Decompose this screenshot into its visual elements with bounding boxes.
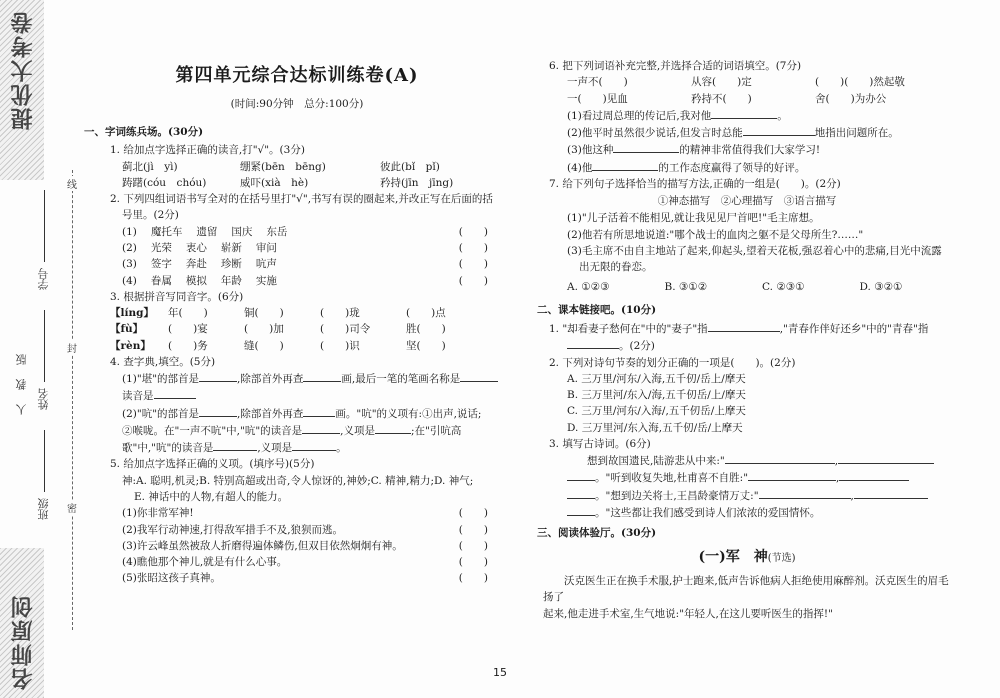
- question-2-2-stem: 2. 下列对诗句节奏的划分正确的一项是( )。(2分): [549, 356, 796, 369]
- question-3-stem: 3. 根据拼音写同音字。(6分): [110, 290, 244, 303]
- word: 实施: [255, 274, 277, 287]
- homophone-blank[interactable]: ( )珑: [320, 307, 360, 320]
- text: (3)他这种: [567, 144, 614, 157]
- class-label: 班级: [37, 498, 50, 520]
- word-group: [122, 273, 502, 289]
- word: 签字: [150, 258, 172, 271]
- rhythm-option-d[interactable]: D. 三万里河/东入海,五千仞/岳/上摩天: [567, 421, 743, 434]
- homophone-blank[interactable]: ( )务: [168, 339, 208, 352]
- option-d[interactable]: D. ③②①: [859, 281, 903, 294]
- text: ,除部首外再查: [237, 373, 304, 386]
- pinyin-choice[interactable]: 彼此(bǐ pǐ): [380, 160, 440, 173]
- student-id-fill-line[interactable]: [44, 190, 45, 262]
- answer-paren[interactable]: ( ): [458, 242, 488, 255]
- word: 模拟: [185, 274, 207, 287]
- reading-title-note: (节选): [767, 553, 796, 565]
- answer-blank[interactable]: [725, 452, 835, 464]
- definition-line: 神:A. 聪明,机灵;B. 特别高超或出奇,令人惊讶的,神妙;C. 精神,精力;D. 神气;: [122, 474, 474, 487]
- exam-subtitle: (时间:90分钟 总分:100分): [230, 97, 364, 110]
- answer-blank[interactable]: [460, 370, 498, 382]
- dictionary-line: [122, 405, 502, 422]
- dictionary-line: 歌"中,"吭"的读音是 ,义项是 。: [122, 439, 502, 456]
- word: 吭声: [255, 258, 277, 271]
- answer-blank[interactable]: [839, 469, 909, 481]
- text: 。"想到边关将士,王昌龄豪情万丈:": [595, 489, 759, 502]
- pinyin-choice[interactable]: 绷紧(bēn bēng): [240, 160, 326, 173]
- answer-blank[interactable]: [567, 337, 619, 349]
- rhythm-option-c[interactable]: C. 三万里/河东/入海/,五千仞岳/上摩天: [567, 405, 746, 418]
- homophone-blank[interactable]: 年( ): [168, 307, 208, 320]
- answer-paren[interactable]: ( ): [458, 523, 488, 536]
- answer-blank[interactable]: [567, 469, 595, 481]
- fold-mark-seal: 封: [67, 340, 77, 355]
- brand-logo-top: 提优大考卷: [11, 10, 36, 130]
- meaning-item: [122, 522, 502, 538]
- word-group: [122, 240, 502, 256]
- idiom-blank[interactable]: 矜持不( ): [691, 92, 752, 105]
- homophone-blank[interactable]: 坚( ): [406, 339, 446, 352]
- answer-blank[interactable]: [199, 405, 237, 417]
- option-a[interactable]: A. ①②③: [567, 281, 610, 294]
- pinyin-tag: 【rèn】: [110, 339, 151, 352]
- word: 眷属: [150, 274, 172, 287]
- question-2-1-cont: [567, 337, 957, 354]
- question-2-3-stem: 3. 填写古诗词。(6分): [549, 437, 651, 450]
- pinyin-choice[interactable]: 矜持(jīn jīng): [380, 176, 454, 189]
- homophone-blank[interactable]: 铜( ): [244, 307, 284, 320]
- question-1-stem: 1. 给加点字选择正确的读音,打"√"。(3分): [110, 144, 305, 157]
- text: ,除部首外再查: [237, 407, 304, 420]
- sentence: (5)张昭这孩子真神。: [122, 572, 221, 585]
- left-column: [84, 58, 502, 587]
- text: (2)他平时虽然很少说话,但发言时总能: [567, 127, 743, 140]
- answer-blank[interactable]: [711, 107, 777, 119]
- answer-blank[interactable]: [838, 452, 934, 464]
- answer-blank[interactable]: [613, 141, 679, 153]
- poem-line: 想到故国遗民,陆游悲从中来:" ,: [587, 452, 957, 469]
- text: ,义项是: [257, 442, 293, 455]
- class-fill-line[interactable]: [44, 430, 45, 492]
- homophone-blank[interactable]: ( )宴: [168, 323, 208, 336]
- word: 魔托车: [150, 225, 183, 238]
- q7-sentence-cont: 出无限的眷恋。: [579, 261, 653, 274]
- answer-paren[interactable]: ( ): [458, 507, 488, 520]
- word: 审问: [255, 242, 277, 255]
- pinyin-tag: 【fù】: [110, 323, 144, 336]
- idiom-blank[interactable]: ( )( )然起敬: [815, 76, 905, 89]
- reading-title: [537, 547, 957, 569]
- option-c[interactable]: C. ②③①: [762, 281, 805, 294]
- right-column: [537, 58, 957, 622]
- text: 的工作态度赢得了领导的好评。: [658, 161, 806, 174]
- meaning-item: [122, 538, 502, 554]
- group-label: (2): [122, 242, 137, 255]
- fold-mark-secret: 密: [67, 500, 77, 515]
- answer-blank[interactable]: [375, 422, 411, 434]
- text: ②喉咙。在"一声不吭"中,"吭"的读音是: [122, 424, 303, 437]
- homophone-blank[interactable]: ( )点: [406, 307, 446, 320]
- answer-blank[interactable]: [154, 387, 196, 399]
- answer-paren[interactable]: ( ): [458, 539, 488, 552]
- idiom-row: [567, 74, 957, 90]
- homophone-blank[interactable]: ( )司令: [320, 323, 371, 336]
- answer-blank[interactable]: [759, 487, 851, 499]
- text: (2)"吭"的部首是: [122, 407, 200, 420]
- answer-blank[interactable]: [748, 469, 836, 481]
- question-7-stem: 7. 给下列句子选择恰当的描写方法,正确的一组是( )。(2分): [549, 177, 841, 190]
- word: 光荣: [150, 242, 172, 255]
- pinyin-choice[interactable]: 踌躇(cóu chóu): [122, 176, 207, 189]
- q7-sentence: (3)毛主席不由自主地站了起来,仰起头,望着天花板,强忍着心中的悲痛,目光中流露: [567, 244, 942, 257]
- rhythm-option-b[interactable]: B. 三万里河/东入/海,五千仞岳/上/摩天: [567, 389, 746, 402]
- text: 。"这些都让我们感受到诗人们浓浓的爱国情怀。: [595, 506, 821, 519]
- text: 地指出问题所在。: [814, 127, 899, 140]
- idiom-blank[interactable]: 舍( )为办公: [815, 92, 887, 105]
- answer-blank[interactable]: [743, 124, 815, 136]
- page-number: 15: [493, 666, 507, 679]
- homophone-blank[interactable]: ( )识: [320, 339, 360, 352]
- pinyin-tag: 【líng】: [110, 307, 154, 320]
- group-label: (1): [122, 225, 137, 238]
- sentence: (3)许云峰虽然被敌人折磨得遍体鳞伤,但双目依然炯炯有神。: [122, 539, 403, 552]
- homophone-row: [110, 321, 502, 337]
- text: ;在"引吭高: [411, 424, 462, 437]
- reading-paragraph: 沃克医生正在换手术服,护士跑来,低声告诉他病人拒绝使用麻醉剂。沃克医生的眉毛扬了: [543, 575, 949, 604]
- homophone-blank[interactable]: 缝( ): [244, 339, 284, 352]
- word: 崭新: [220, 242, 242, 255]
- answer-blank[interactable]: [303, 405, 335, 417]
- group-label: (4): [122, 274, 137, 287]
- answer-blank[interactable]: [199, 370, 237, 382]
- sentence: (1)你非常军神!: [122, 507, 194, 520]
- text: ,义项是: [340, 424, 375, 437]
- answer-blank[interactable]: [592, 159, 658, 171]
- group-label: (3): [122, 258, 137, 271]
- answer-blank[interactable]: [303, 370, 341, 382]
- idiom-blank[interactable]: 一声不( ): [567, 76, 628, 89]
- exam-title: 第四单元综合达标训练卷(A): [175, 65, 419, 86]
- text: (1)"堪"的部首是: [122, 373, 200, 386]
- option-b[interactable]: B. ③①②: [664, 281, 708, 294]
- q7-sentence: (1)"儿子活着不能相见,就让我见见尸首吧!"毛主席想。: [567, 212, 820, 225]
- question-2-stem: 2. 下列四组词语书写全对的在括号里打"√",书写有误的圈起来,并改正写在后面的括: [110, 193, 493, 206]
- text: 歌"中,"吭"的读音是: [122, 442, 214, 455]
- homophone-blank[interactable]: 胜( ): [406, 323, 446, 336]
- idiom-row: [567, 91, 957, 107]
- poem-line: 。"听到收复失地,杜甫喜不自胜:" ,: [567, 469, 957, 486]
- word-group: [122, 256, 502, 272]
- text: 。(2分): [619, 340, 655, 353]
- fill-sentence: [567, 141, 957, 158]
- dictionary-line: [122, 422, 502, 439]
- fold-line: [72, 170, 73, 630]
- answer-paren[interactable]: ( ): [458, 274, 488, 287]
- word: 遗留: [196, 225, 218, 238]
- meaning-item: [122, 554, 502, 570]
- text: 1. "却看妻子愁何在"中的"妻子"指: [549, 322, 708, 335]
- homophone-row: [110, 305, 502, 321]
- answer-blank[interactable]: [302, 422, 340, 434]
- answer-paren[interactable]: ( ): [458, 556, 488, 569]
- word: 年龄: [220, 274, 242, 287]
- poem-line: 。"想到边关将士,王昌龄豪情万丈:" ,: [567, 487, 957, 504]
- homophone-blank[interactable]: ( )加: [244, 323, 284, 336]
- section-heading-3: 三、阅读体验厅。(30分): [537, 527, 657, 540]
- q7-sentence: (2)他若有所思地说道:"哪个战士的血肉之躯不是父母所生?……": [567, 228, 864, 241]
- word: 国庆: [231, 225, 253, 238]
- dictionary-line: [122, 387, 502, 404]
- answer-paren[interactable]: ( ): [458, 225, 488, 238]
- section-heading-2: 二、课本链接吧。(10分): [537, 303, 657, 316]
- text: ,"青春作伴好还乡"中的"青春"指: [779, 322, 929, 335]
- fill-sentence: [567, 159, 957, 176]
- question-6-stem: 6. 把下列词语补充完整,并选择合适的词语填空。(7分): [549, 60, 802, 72]
- question-5-stem: 5. 给加点字选择正确的义项。(填序号)(5分): [110, 458, 315, 471]
- word: 衷心: [185, 242, 207, 255]
- idiom-blank[interactable]: 从容( )定: [691, 76, 752, 89]
- binding-margin: [0, 0, 80, 698]
- answer-blank[interactable]: [213, 439, 257, 451]
- answer-paren[interactable]: ( ): [458, 572, 488, 585]
- reading-paragraph-cont: 起来,他走进手术室,生气地说:"年轻人,在这儿要听医生的指挥!": [543, 607, 833, 620]
- pinyin-choice[interactable]: 蓟北(jì yì): [122, 160, 178, 173]
- rhythm-option-a[interactable]: A. 三万里/河东/入海,五千仞/岳上/摩天: [567, 372, 746, 385]
- meaning-item: [122, 570, 502, 586]
- description-methods: ①神态描写 ②心理描写 ③语言描写: [657, 195, 837, 208]
- word-group: [122, 224, 502, 240]
- name-label: 姓名: [37, 388, 50, 410]
- student-id-label: 学号: [37, 268, 50, 290]
- fill-sentence: [567, 124, 957, 141]
- text: (4)他: [567, 161, 593, 174]
- answer-blank[interactable]: [854, 487, 928, 499]
- text: 想到故国遗民,陆游悲从中来:": [587, 455, 725, 468]
- text: 的精神非常值得我们大家学习!: [679, 144, 821, 157]
- brand-logo-bottom: 名师原创: [11, 594, 36, 690]
- question-4-stem: 4. 查字典,填空。(5分): [110, 355, 216, 368]
- sentence: (2)我军行动神速,打得敌军措手不及,狼狈而逃。: [122, 523, 344, 536]
- reading-title-text: (一)军 神: [698, 549, 768, 566]
- definition-line: E. 神话中的人物,有超人的能力。: [134, 491, 289, 503]
- idiom-blank[interactable]: 一( )见血: [567, 92, 628, 105]
- fold-mark-line: 线: [67, 176, 77, 191]
- text: 画,最后一笔的笔画名称是: [341, 373, 461, 386]
- pinyin-row-2: [122, 175, 502, 191]
- answer-paren[interactable]: ( ): [458, 258, 488, 271]
- section-heading-1: 一、字词练兵场。(30分): [84, 126, 204, 139]
- dictionary-line: [122, 370, 502, 387]
- poem-line: [567, 504, 957, 521]
- q7-options: [567, 279, 957, 295]
- word: 珍断: [220, 258, 242, 271]
- answer-blank[interactable]: [292, 439, 336, 451]
- question-2-1: [549, 320, 957, 337]
- pinyin-row-1: [122, 159, 502, 175]
- edition-label: 人教版: [15, 340, 28, 415]
- text: (1)看过周总理的传记后,我对他: [567, 109, 712, 122]
- meaning-item: [122, 505, 502, 521]
- text: 。"听到收复失地,杜甫喜不自胜:": [595, 472, 749, 485]
- word: 奔赴: [185, 258, 207, 271]
- sentence: (4)瞧他那个神儿,就是有什么心事。: [122, 556, 288, 569]
- answer-blank[interactable]: [567, 504, 595, 516]
- question-2-stem-cont: 号里。(2分): [122, 209, 179, 222]
- answer-blank[interactable]: [567, 487, 595, 499]
- word: 东岳: [266, 225, 288, 238]
- name-fill-line[interactable]: [44, 310, 45, 382]
- answer-blank[interactable]: [708, 320, 780, 332]
- text: 读音是: [122, 390, 154, 403]
- pinyin-choice[interactable]: 威吓(xià hè): [240, 176, 309, 189]
- homophone-row: [110, 338, 502, 354]
- fill-sentence: (1)看过周总理的传记后,我对他 。: [567, 107, 957, 124]
- text: 画。"吭"的义项有:①出声,说话;: [335, 407, 482, 420]
